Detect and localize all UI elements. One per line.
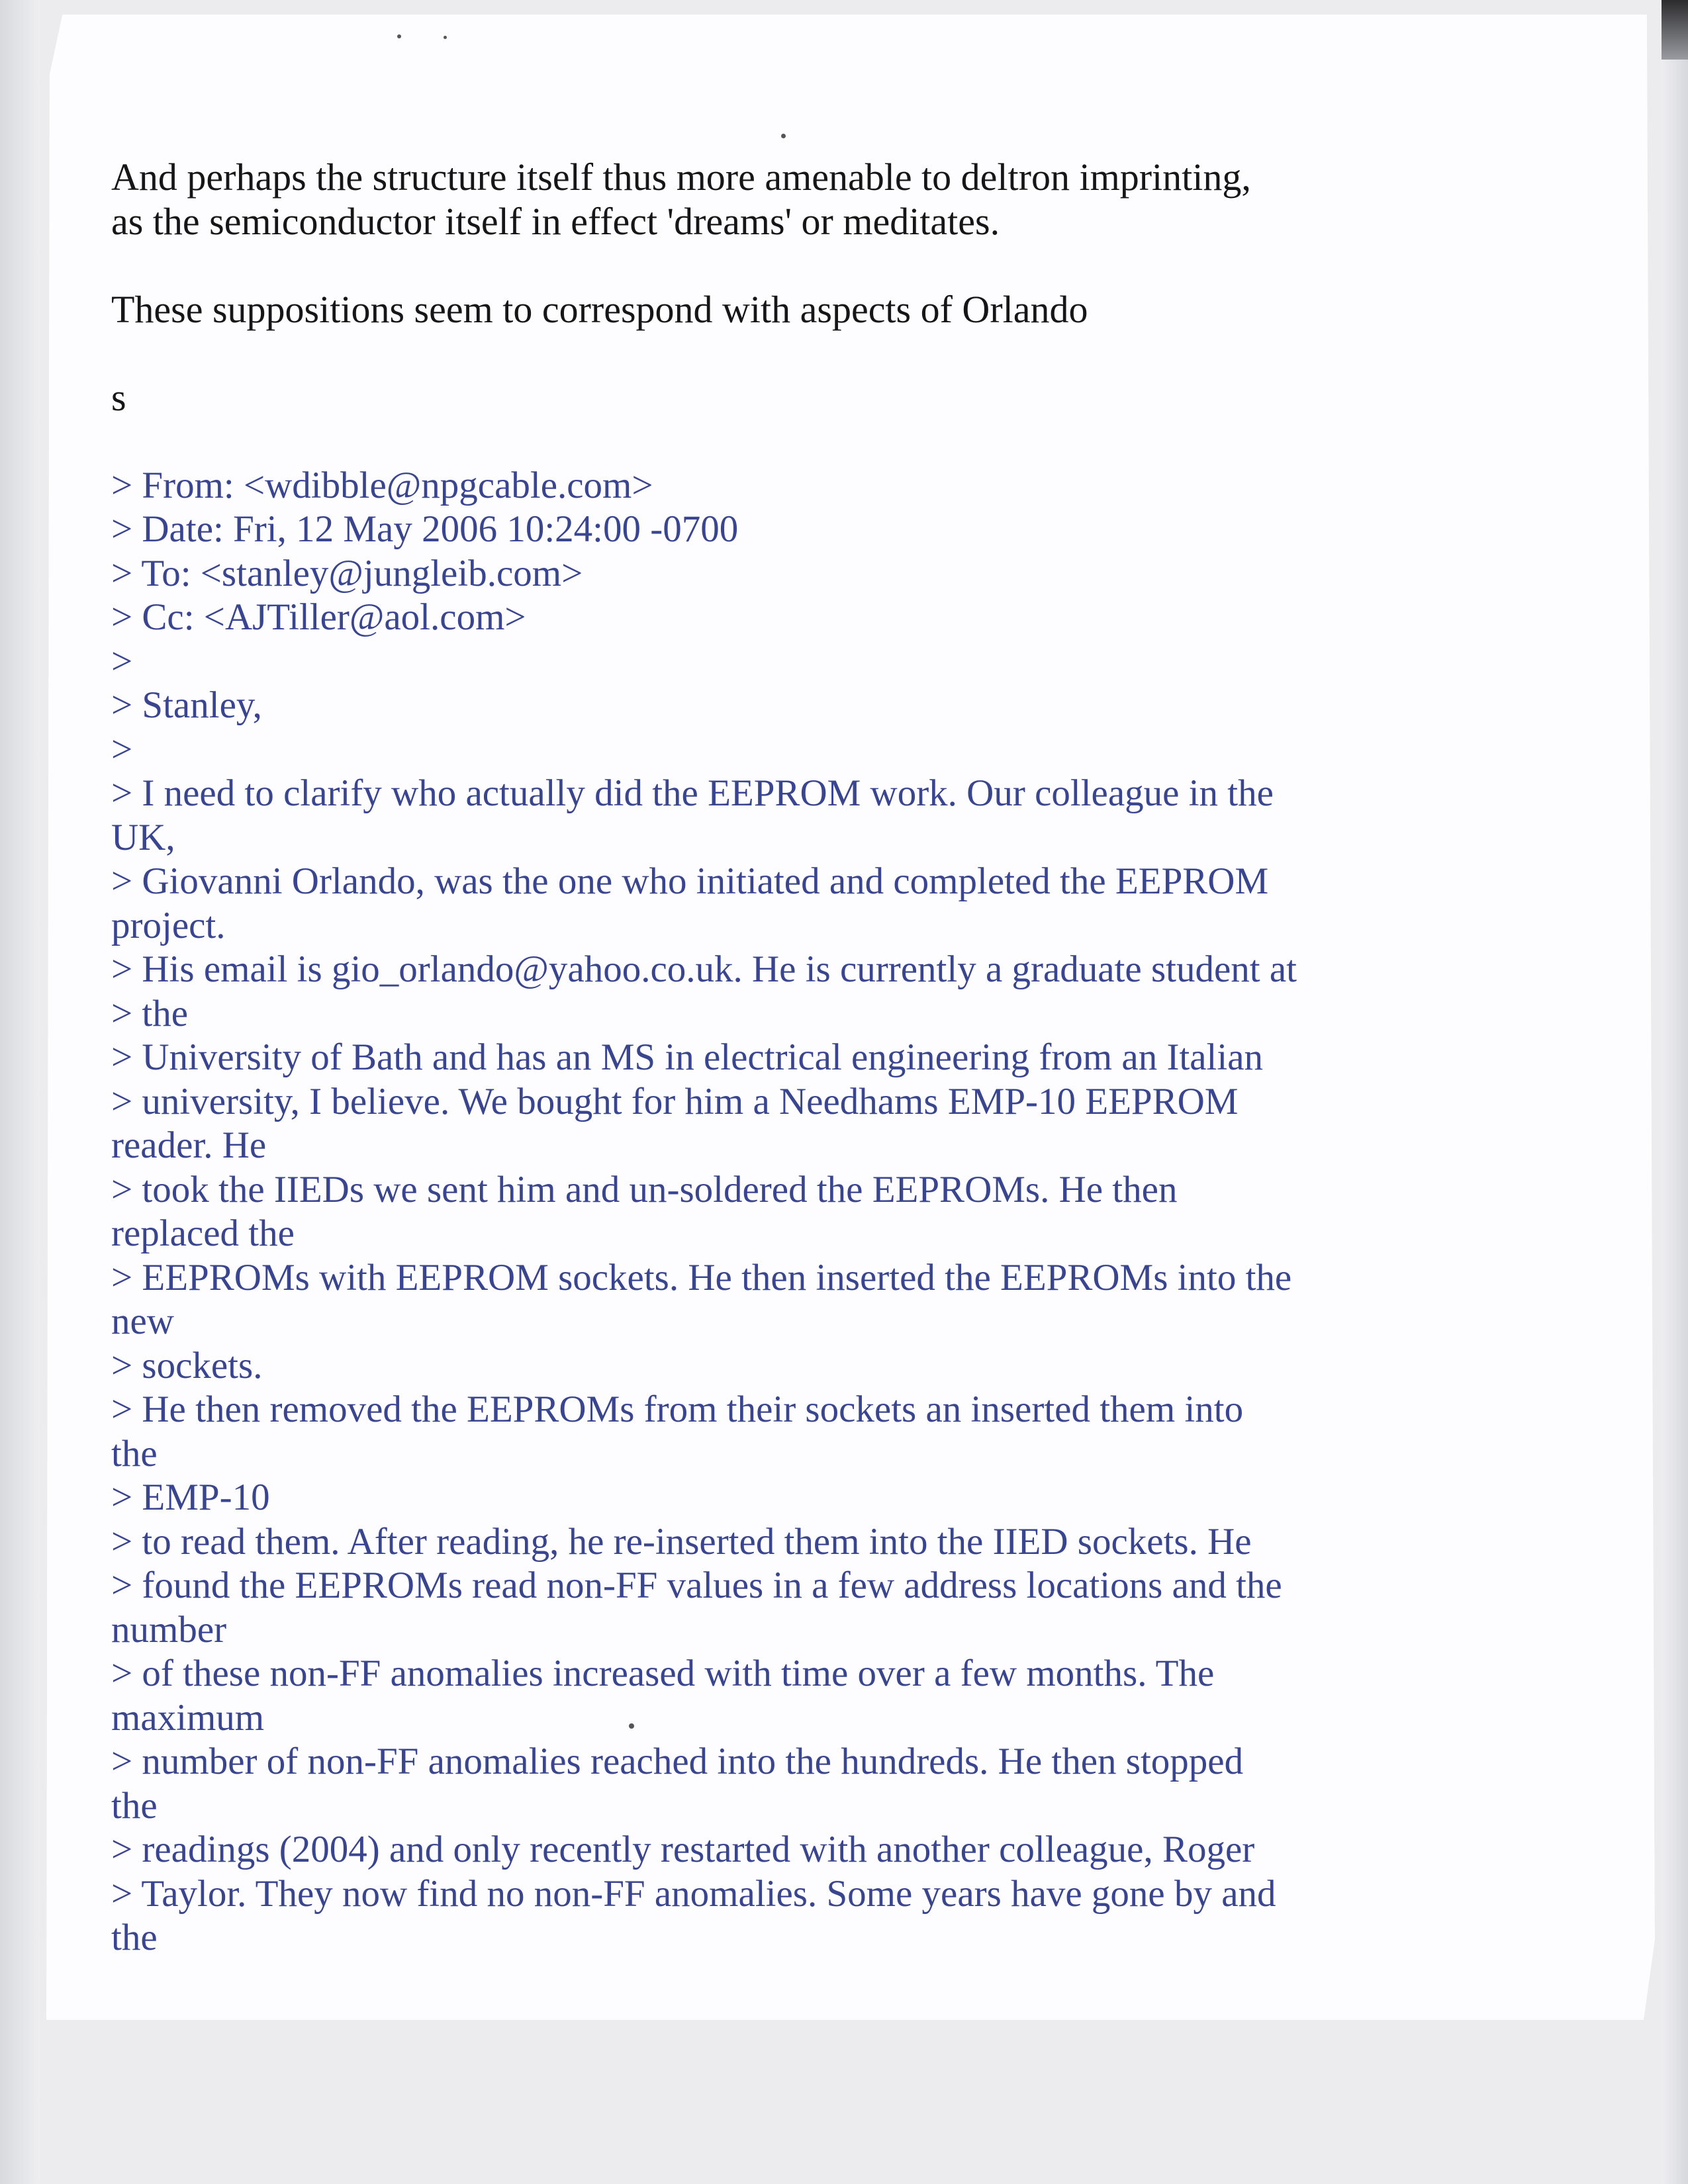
body-line: replaced the [111, 1212, 295, 1254]
body-line: > the [111, 992, 189, 1034]
body-line: > took the IIEDs we sent him and un-soldered the EEPROMs. He then [111, 1168, 1178, 1210]
body-line: > EEPROMs with EEPROM sockets. He then inserted the EEPROMs into the [111, 1256, 1292, 1298]
scanner-edge-right [1662, 0, 1688, 2184]
intro-line-2: as the semiconductor itself in effect 'dreams' or meditates. [111, 199, 1000, 243]
body-line: > sockets. [111, 1344, 263, 1387]
scanner-edge-left [0, 0, 40, 2184]
body-line: the [111, 1917, 158, 1958]
body-line: > EMP-10 [111, 1477, 270, 1518]
paragraph-gap [111, 420, 1607, 464]
body-line: > University of Bath and has an MS in electrical engineering from an Italian [111, 1036, 1264, 1078]
body-line: new [111, 1300, 174, 1342]
body-line: > readings (2004) and only recently restarted with another colleague, Roger [111, 1829, 1255, 1870]
body-line: > I need to clarify who actually did the EEPROM work. Our colleague in the [111, 772, 1274, 814]
header-from: > From: <wdibble@npgcable.com> [111, 464, 653, 506]
body-line: > found the EEPROMs read non-FF values in a few address locations and the [111, 1565, 1282, 1606]
header-cc: > Cc: <AJTiller@aol.com> [111, 596, 526, 638]
salutation: > Stanley, [111, 684, 262, 726]
header-to: > To: <stanley@jungleib.com> [111, 552, 583, 594]
document-text [111, 156, 1607, 1960]
quote-blank-line: > [111, 728, 133, 770]
body-line: maximum [111, 1696, 265, 1739]
signature-initial: s [111, 375, 126, 419]
scan-speck [397, 34, 401, 38]
paragraph-gap [111, 244, 1607, 288]
body-line: project. [111, 904, 226, 946]
body-line: > university, I believe. We bought for him a Needhams EMP-10 EEPROM [111, 1080, 1239, 1122]
body-line: > Giovanni Orlando, was the one who initiated and completed the EEPROM [111, 860, 1269, 902]
scanner-corner [1662, 0, 1688, 60]
body-line: reader. He [111, 1124, 267, 1166]
body-line: > Taylor. They now find no non-FF anomalies. Some years have gone by and [111, 1872, 1276, 1915]
body-line: the [111, 1784, 158, 1827]
header-date: > Date: Fri, 12 May 2006 10:24:00 -0700 [111, 508, 739, 550]
body-line: > number of non-FF anomalies reached into the hundreds. He then stopped [111, 1741, 1244, 1782]
intro-line-3: These suppositions seem to correspond with aspects of Orlando [111, 287, 1088, 331]
body-line: number [111, 1608, 227, 1651]
quote-blank-line: > [111, 640, 133, 682]
body-line: > to read them. After reading, he re-inserted them into the IIED sockets. He [111, 1520, 1252, 1563]
body-line: > He then removed the EEPROMs from their sockets an inserted them into [111, 1388, 1244, 1430]
body-line: UK, [111, 816, 175, 858]
body-line: > of these non-FF anomalies increased with time over a few months. The [111, 1653, 1215, 1694]
paragraph-gap [111, 332, 1607, 376]
body-line: > His email is gio_orlando@yahoo.co.uk. He is currently a graduate student at [111, 948, 1297, 990]
intro-line-1: And perhaps the structure itself thus more amenable to deltron imprinting, [111, 156, 1251, 199]
body-line: the [111, 1432, 158, 1475]
scan-speck [781, 134, 786, 138]
scan-speck [444, 36, 447, 39]
